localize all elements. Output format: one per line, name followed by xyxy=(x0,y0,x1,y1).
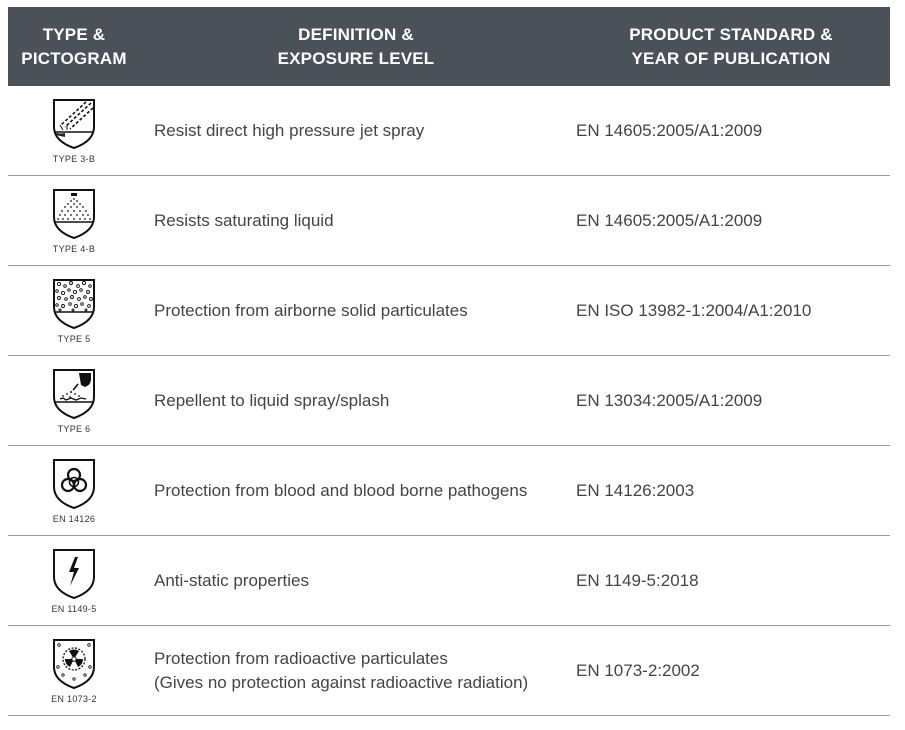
biohazard-icon xyxy=(51,457,97,511)
pictogram-cell xyxy=(8,86,140,175)
definition-cell: Resists saturating liquid xyxy=(154,210,334,230)
definition-cell: Anti-static properties xyxy=(154,570,309,590)
table-row xyxy=(8,626,890,716)
type-3b-jet-spray-icon xyxy=(51,97,97,151)
protective-clothing-standards-table xyxy=(8,7,890,716)
standard-cell: EN ISO 13982-1:2004/A1:2010 xyxy=(576,300,812,320)
table-row xyxy=(8,86,890,176)
standard-cell: EN 14605:2005/A1:2009 xyxy=(576,210,763,230)
pictogram-cell xyxy=(8,266,140,355)
definition-cell: Repellent to liquid spray/splash xyxy=(154,390,390,410)
type-4b-saturating-liquid-icon xyxy=(51,187,97,241)
table-row xyxy=(8,356,890,446)
pictogram-cell xyxy=(8,176,140,265)
pictogram-cell xyxy=(8,536,140,625)
pictogram-caption: TYPE 6 xyxy=(57,424,91,434)
table-row xyxy=(8,446,890,536)
header-product-standard: PRODUCT STANDARD & YEAR OF PUBLICATION xyxy=(629,24,833,68)
header-type-pictogram: TYPE & PICTOGRAM xyxy=(21,24,127,68)
radioactive-particulates-icon xyxy=(51,637,97,691)
table-row xyxy=(8,536,890,626)
table-row xyxy=(8,176,890,266)
definition-cell: Protection from airborne solid particulates xyxy=(154,300,468,320)
pictogram-caption: EN 1073-2 xyxy=(51,694,97,704)
type-5-particulates-icon xyxy=(51,277,97,331)
standard-cell: EN 1149-5:2018 xyxy=(576,570,699,590)
pictogram-caption: TYPE 5 xyxy=(57,334,91,344)
definition-cell: Protection from blood and blood borne pathogens xyxy=(154,480,528,500)
anti-static-lightning-icon xyxy=(51,547,97,601)
pictogram-caption: EN 1149-5 xyxy=(51,604,97,614)
definition-cell: Resist direct high pressure jet spray xyxy=(154,120,425,140)
standard-cell: EN 1073-2:2002 xyxy=(576,660,700,680)
definition-cell: Protection from radioactive particulates (Gives no protection against radioactive radiation) xyxy=(154,648,529,692)
pictogram-cell xyxy=(8,356,140,445)
pictogram-caption: TYPE 3-B xyxy=(52,154,96,164)
standard-cell: EN 14605:2005/A1:2009 xyxy=(576,120,763,140)
standard-cell: EN 14126:2003 xyxy=(576,480,695,500)
pictogram-cell xyxy=(8,446,140,535)
pictogram-cell xyxy=(8,626,140,715)
pictogram-caption: EN 14126 xyxy=(52,514,96,524)
standard-cell: EN 13034:2005/A1:2009 xyxy=(576,390,763,410)
pictogram-caption: TYPE 4-B xyxy=(52,244,96,254)
table-row xyxy=(8,266,890,356)
table-header xyxy=(8,7,890,86)
type-6-splash-icon xyxy=(51,367,97,421)
header-definition: DEFINITION & EXPOSURE LEVEL xyxy=(277,24,435,68)
